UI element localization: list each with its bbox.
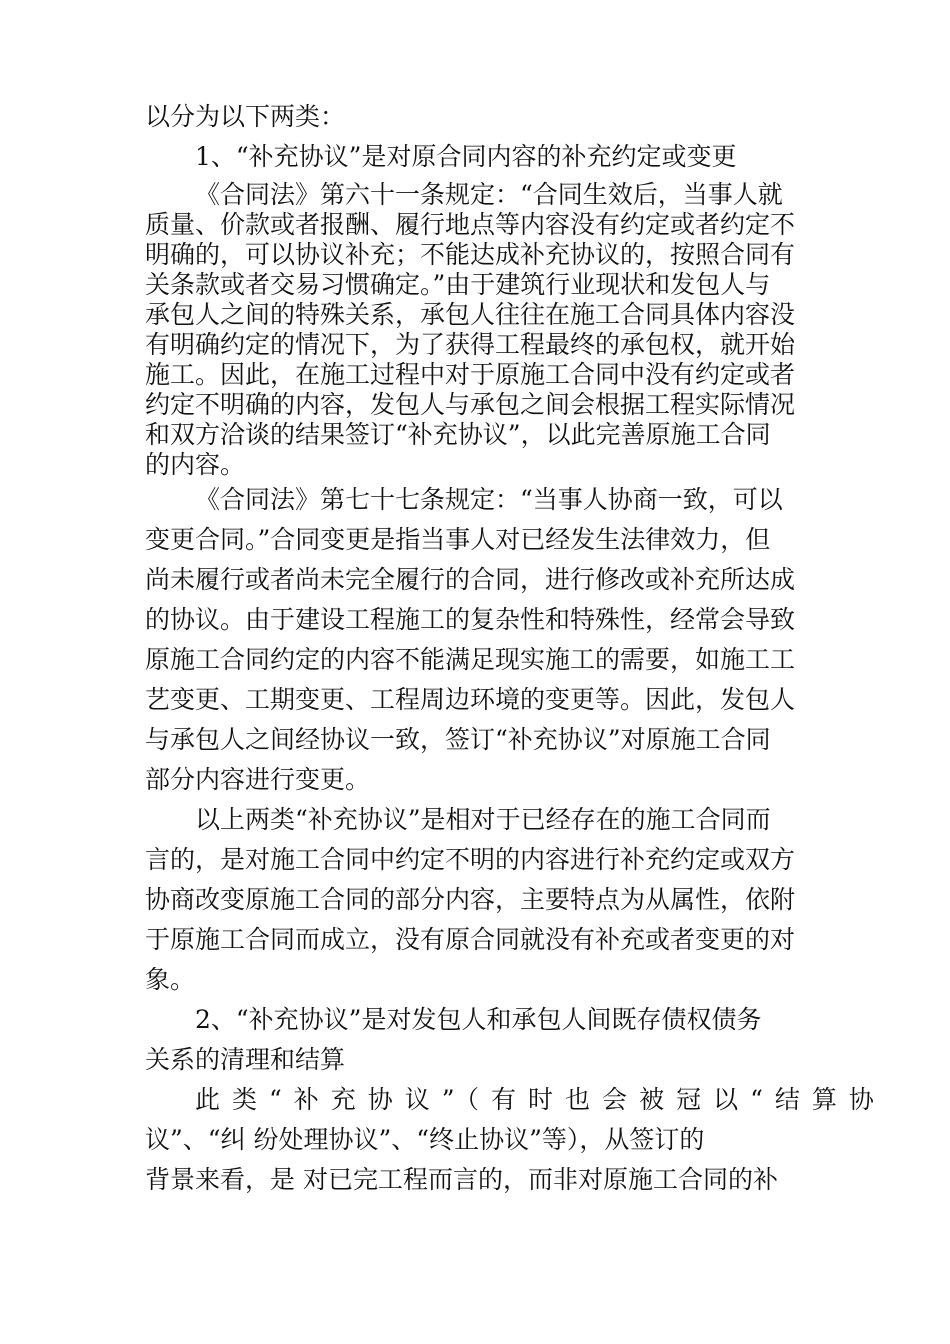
text-line: 以分为以下两类： <box>145 102 346 131</box>
section-heading: 关系的清理和结算 <box>145 1045 346 1074</box>
text-line: 《合同法》第七十七条规定：“当事人协商一致，可以 <box>195 485 783 514</box>
text-line: 尚未履行或者尚未完全履行的合同，进行修改或补充所达成 <box>145 565 796 594</box>
text-line: 有明确约定的情况下，为了获得工程最终的承包权，就开始 <box>145 330 796 359</box>
text-line: 明确的，可以协议补充；不能达成补充协议的，按照合同有 <box>145 240 796 269</box>
text-line: 此类“补充协议”（有时也会被冠以“结算协 <box>195 1085 886 1114</box>
text-line: 象。 <box>145 965 196 994</box>
text-line: 与承包人之间经协议一致，签订“补充协议”对原施工合同 <box>145 725 771 754</box>
text-line: 的协议。由于建设工程施工的复杂性和特殊性，经常会导致 <box>145 605 796 634</box>
text-line: 关条款或者交易习惯确定。”由于建筑行业现状和发包人与 <box>145 270 771 299</box>
text-line: 原施工合同约定的内容不能满足现实施工的需要，如施工工 <box>145 645 796 674</box>
text-line: 承包人之间的特殊关系，承包人往往在施工合同具体内容没 <box>145 300 796 329</box>
text-line: 于原施工合同而成立，没有原合同就没有补充或者变更的对 <box>145 925 796 954</box>
text-line: 议”、“纠 纷处理协议”、“终止协议”等），从签订的 <box>145 1125 705 1154</box>
text-line: 约定不明确的内容，发包人与承包之间会根据工程实际情况 <box>145 390 796 419</box>
text-line: 和双方洽谈的结果签订“补充协议”，以此完善原施工合同 <box>145 420 771 449</box>
section-heading: 1、“补充协议”是对原合同内容的补充约定或变更 <box>195 142 737 171</box>
text-line: 言的，是对施工合同中约定不明的内容进行补充约定或双方 <box>145 845 796 874</box>
text-line: 艺变更、工期变更、工程周边环境的变更等。因此，发包人 <box>145 685 796 714</box>
text-line: 背景来看，是 对已完工程而言的，而非对原施工合同的补 <box>145 1165 778 1194</box>
text-line: 以上两类“补充协议”是相对于已经存在的施工合同而 <box>195 805 771 834</box>
section-heading: 2、“补充协议”是对发包人和承包人间既存债权债务 <box>195 1005 762 1034</box>
text-line: 部分内容进行变更。 <box>145 765 371 794</box>
text-line: 质量、价款或者报酬、履行地点等内容没有约定或者约定不 <box>145 210 796 239</box>
text-line: 的内容。 <box>145 450 246 479</box>
text-line: 协商改变原施工合同的部分内容，主要特点为从属性，依附 <box>145 885 796 914</box>
text-line: 《合同法》第六十一条规定：“合同生效后，当事人就 <box>195 180 783 209</box>
text-line: 施工。因此，在施工过程中对于原施工合同中没有约定或者 <box>145 360 796 389</box>
text-line: 变更合同。”合同变更是指当事人对已经发生法律效力，但 <box>145 525 771 554</box>
